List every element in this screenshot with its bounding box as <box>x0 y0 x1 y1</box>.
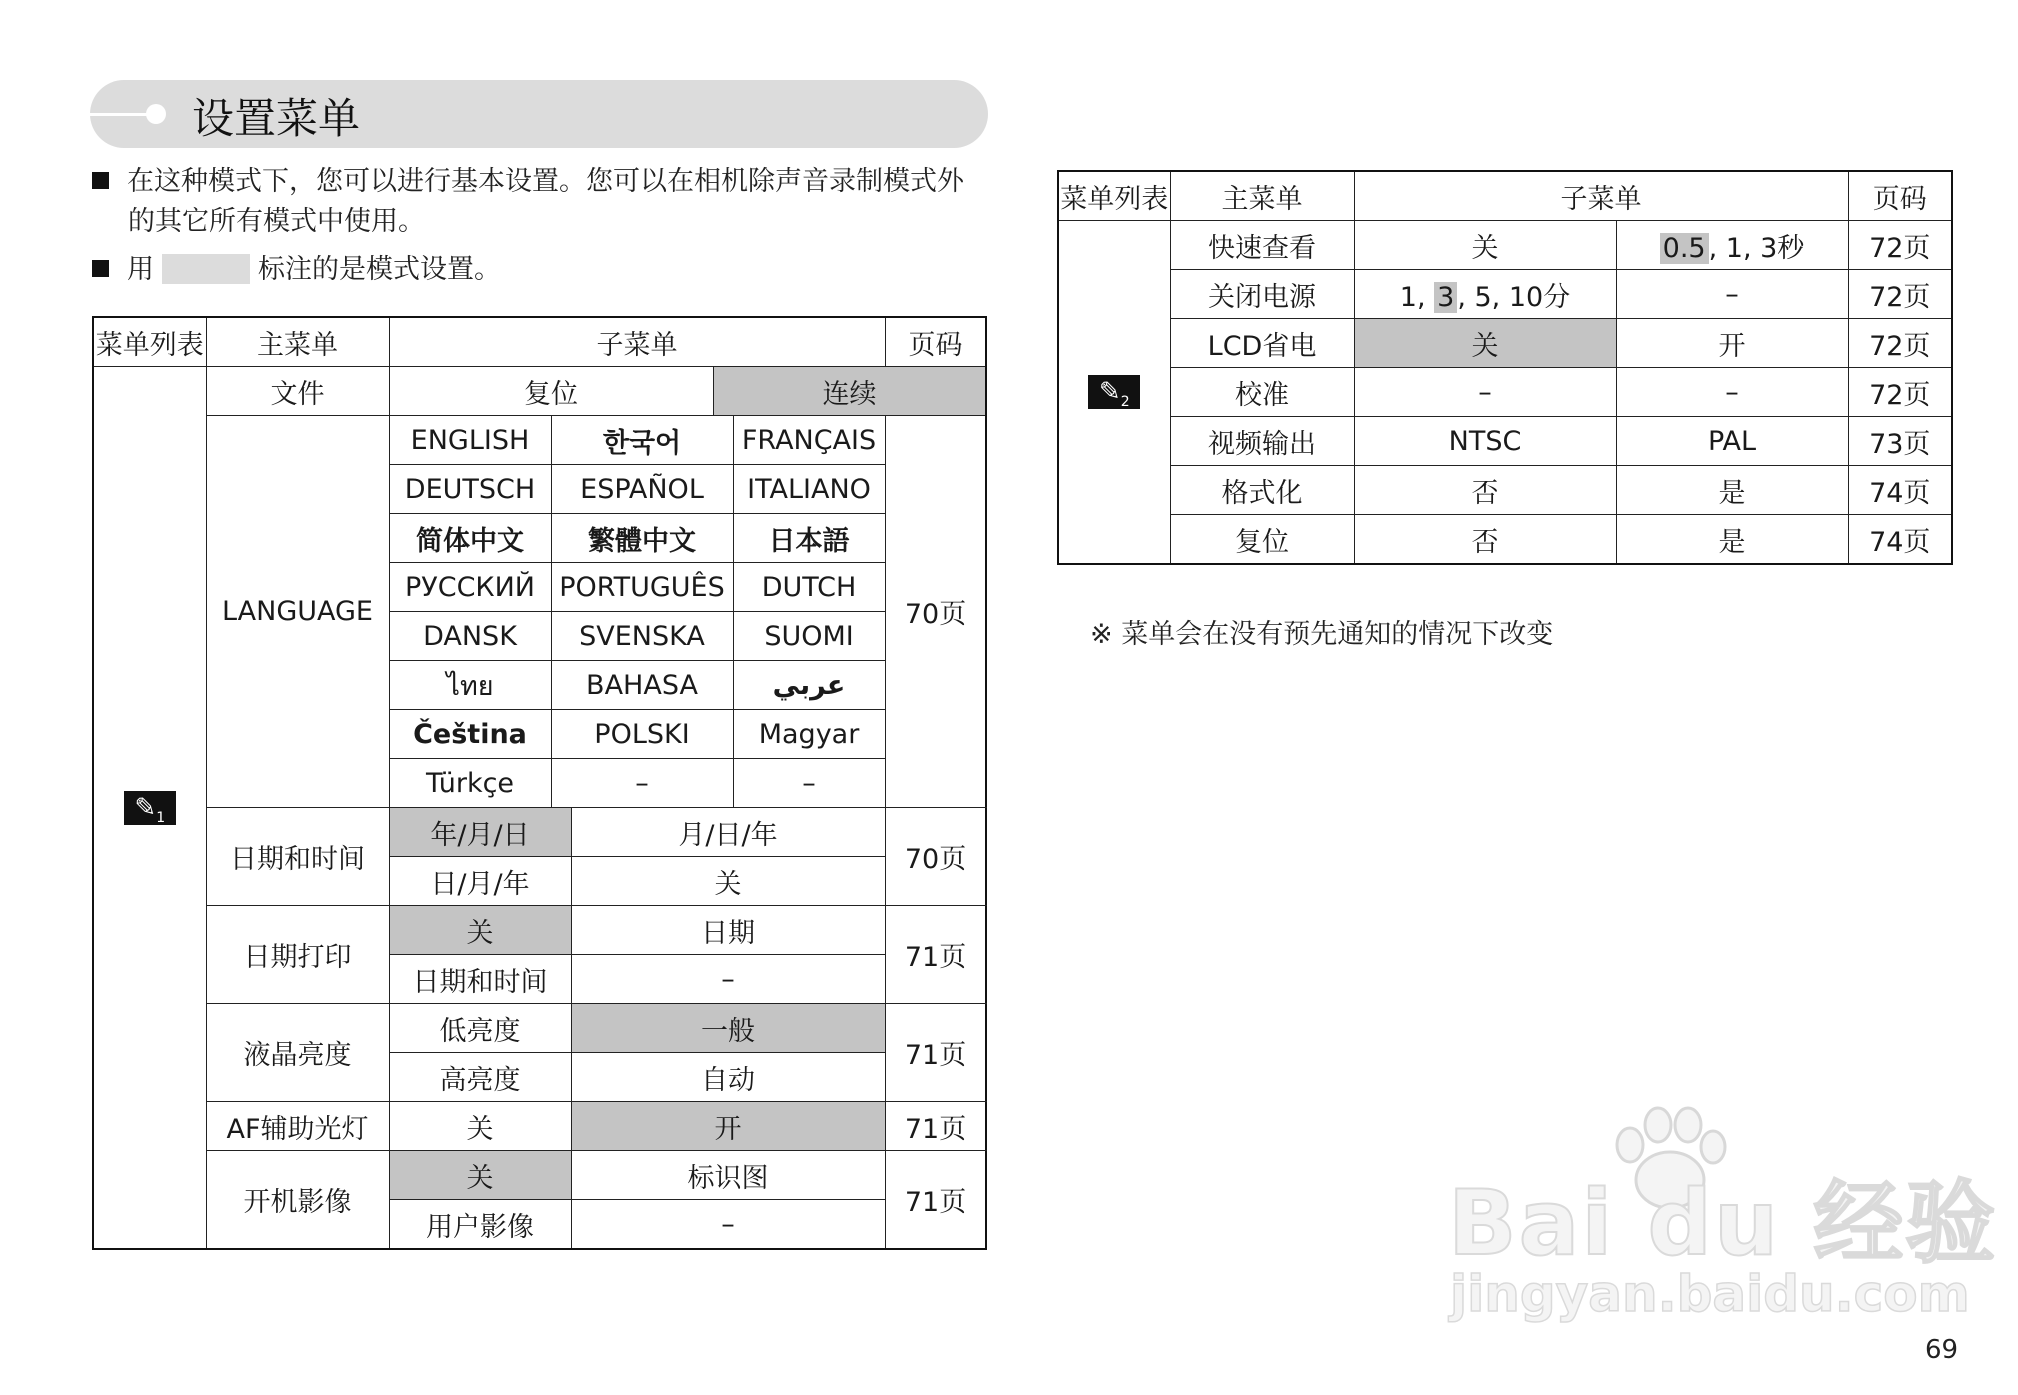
af-main: AF辅助光灯 <box>206 1102 389 1151</box>
settings-table-2 <box>1057 170 1953 565</box>
header-page: 页码 <box>885 317 986 367</box>
lcd-main: 液晶亮度 <box>206 1004 389 1102</box>
row-opt-b: PAL <box>1616 417 1848 466</box>
gray-legend-swatch <box>162 254 250 284</box>
lang-cell: DANSK <box>389 612 551 661</box>
quickview-hl: 0.5 <box>1660 233 1709 264</box>
row-page: 72页 <box>1848 368 1952 417</box>
header-dot-decoration <box>146 104 166 124</box>
row-page: 72页 <box>1848 319 1952 368</box>
lang-cell: 한국어 <box>551 416 733 465</box>
watermark-brand: Bai du 经验 <box>1448 1171 1998 1276</box>
row-main: 复位 <box>1170 515 1354 565</box>
row-page: 74页 <box>1848 466 1952 515</box>
bullet-intro-line2: 的其它所有模式中使用。 <box>128 206 425 237</box>
header-main-menu: 主菜单 <box>206 317 389 367</box>
dateprint-page: 71页 <box>885 906 986 1004</box>
file-opt-a: 复位 <box>389 367 713 416</box>
header-line-decoration <box>90 113 150 116</box>
lang-cell: ITALIANO <box>733 465 885 514</box>
setup-1-icon: $✎_1$ <box>124 791 176 825</box>
bullet-intro <box>92 162 992 242</box>
startup-opt: – <box>571 1200 885 1250</box>
lcd-opt: 高亮度 <box>389 1053 571 1102</box>
poweroff-hl: 3 <box>1434 282 1457 313</box>
row-page: 73页 <box>1848 417 1952 466</box>
row-page: 74页 <box>1848 515 1952 565</box>
bullet-mode-post: 标注的是模式设置。 <box>258 254 501 285</box>
setup-1-icon-cell <box>93 367 206 1250</box>
row-opt-a: 关 <box>1354 221 1616 270</box>
row-page: 72页 <box>1848 221 1952 270</box>
datetime-opt: 月/日/年 <box>571 808 885 857</box>
header-main-menu: 主菜单 <box>1170 171 1354 221</box>
lcd-opt: 低亮度 <box>389 1004 571 1053</box>
poweroff-post: , 5, 10分 <box>1457 281 1571 313</box>
af-opt: 开 <box>571 1102 885 1151</box>
lang-cell: BAHASA <box>551 661 733 710</box>
row-opt-a: 关 <box>1354 319 1616 368</box>
page-number: 69 <box>1925 1335 1959 1365</box>
bullet-mode <box>92 250 501 290</box>
quickview-rest: , 1, 3秒 <box>1708 232 1805 264</box>
file-main: 文件 <box>206 367 389 416</box>
bullet-mode-pre: 用 <box>127 254 154 285</box>
row-opt-a <box>1354 270 1616 319</box>
square-bullet-icon <box>92 172 109 189</box>
lcd-opt: 自动 <box>571 1053 885 1102</box>
lang-cell: 繁體中文 <box>551 514 733 563</box>
header-sub-menu: 子菜单 <box>1354 171 1848 221</box>
af-opt: 关 <box>389 1102 571 1151</box>
lang-cell: FRANÇAIS <box>733 416 885 465</box>
row-opt-a: NTSC <box>1354 417 1616 466</box>
row-main: 格式化 <box>1170 466 1354 515</box>
file-opt-b: 连续 <box>713 367 986 416</box>
row-opt-b <box>1616 221 1848 270</box>
lang-cell: POLSKI <box>551 710 733 759</box>
watermark-url: jingyan.baidu.com <box>1450 1265 1970 1323</box>
startup-opt: 标识图 <box>571 1151 885 1200</box>
datetime-opt: 关 <box>571 857 885 906</box>
lang-cell: 简体中文 <box>389 514 551 563</box>
datetime-opt: 年/月/日 <box>389 808 571 857</box>
lang-cell: РУССКИЙ <box>389 563 551 612</box>
page-title: 设置菜单 <box>192 94 361 143</box>
row-main: 关闭电源 <box>1170 270 1354 319</box>
lang-cell: Čeština <box>389 710 551 759</box>
lang-cell: ENGLISH <box>389 416 551 465</box>
setup-2-icon: $✎_2$ <box>1088 375 1140 409</box>
row-opt-a: – <box>1354 368 1616 417</box>
row-opt-b: – <box>1616 270 1848 319</box>
lang-cell: SVENSKA <box>551 612 733 661</box>
dateprint-opt: 日期 <box>571 906 885 955</box>
lcd-page: 71页 <box>885 1004 986 1102</box>
poweroff-pre: 1, <box>1399 281 1435 313</box>
row-main: 快速查看 <box>1170 221 1354 270</box>
lang-cell: Türkçe <box>389 759 551 808</box>
row-page: 72页 <box>1848 270 1952 319</box>
datetime-page: 70页 <box>885 808 986 906</box>
header-menu-list: 菜单列表 <box>1058 171 1170 221</box>
startup-opt: 关 <box>389 1151 571 1200</box>
dateprint-opt: 关 <box>389 906 571 955</box>
row-main: 视频输出 <box>1170 417 1354 466</box>
row-opt-b: 是 <box>1616 466 1848 515</box>
dateprint-opt: 日期和时间 <box>389 955 571 1004</box>
lang-cell: عربي <box>733 661 885 710</box>
lang-cell: DEUTSCH <box>389 465 551 514</box>
datetime-main: 日期和时间 <box>206 808 389 906</box>
lang-cell: Magyar <box>733 710 885 759</box>
row-opt-a: 否 <box>1354 515 1616 565</box>
lang-cell: 日本語 <box>733 514 885 563</box>
lang-cell: ESPAÑOL <box>551 465 733 514</box>
startup-main: 开机影像 <box>206 1151 389 1250</box>
lang-cell: – <box>551 759 733 808</box>
settings-table-1 <box>92 316 987 1250</box>
language-main: LANGUAGE <box>206 416 389 808</box>
datetime-opt: 日/月/年 <box>389 857 571 906</box>
square-bullet-icon <box>92 260 109 277</box>
startup-opt: 用户影像 <box>389 1200 571 1250</box>
lang-cell: DUTCH <box>733 563 885 612</box>
lang-cell: PORTUGUÊS <box>551 563 733 612</box>
language-page: 70页 <box>885 416 986 808</box>
row-opt-b: – <box>1616 368 1848 417</box>
bullet-intro-line1: 在这种模式下，您可以进行基本设置。您可以在相机除声音录制模式外 <box>127 166 964 197</box>
dateprint-opt: – <box>571 955 885 1004</box>
change-notice: ※ 菜单会在没有预先通知的情况下改变 <box>1090 619 1554 650</box>
header-page: 页码 <box>1848 171 1952 221</box>
dateprint-main: 日期打印 <box>206 906 389 1004</box>
lang-cell: SUOMI <box>733 612 885 661</box>
row-opt-b: 开 <box>1616 319 1848 368</box>
row-opt-a: 否 <box>1354 466 1616 515</box>
lang-cell: – <box>733 759 885 808</box>
lang-cell: ไทย <box>389 661 551 710</box>
row-opt-b: 是 <box>1616 515 1848 565</box>
af-page: 71页 <box>885 1102 986 1151</box>
setup-2-icon-cell <box>1058 221 1170 565</box>
lcd-opt: 一般 <box>571 1004 885 1053</box>
startup-page: 71页 <box>885 1151 986 1250</box>
row-main: LCD省电 <box>1170 319 1354 368</box>
header-menu-list: 菜单列表 <box>93 317 206 367</box>
row-main: 校准 <box>1170 368 1354 417</box>
header-sub-menu: 子菜单 <box>389 317 885 367</box>
